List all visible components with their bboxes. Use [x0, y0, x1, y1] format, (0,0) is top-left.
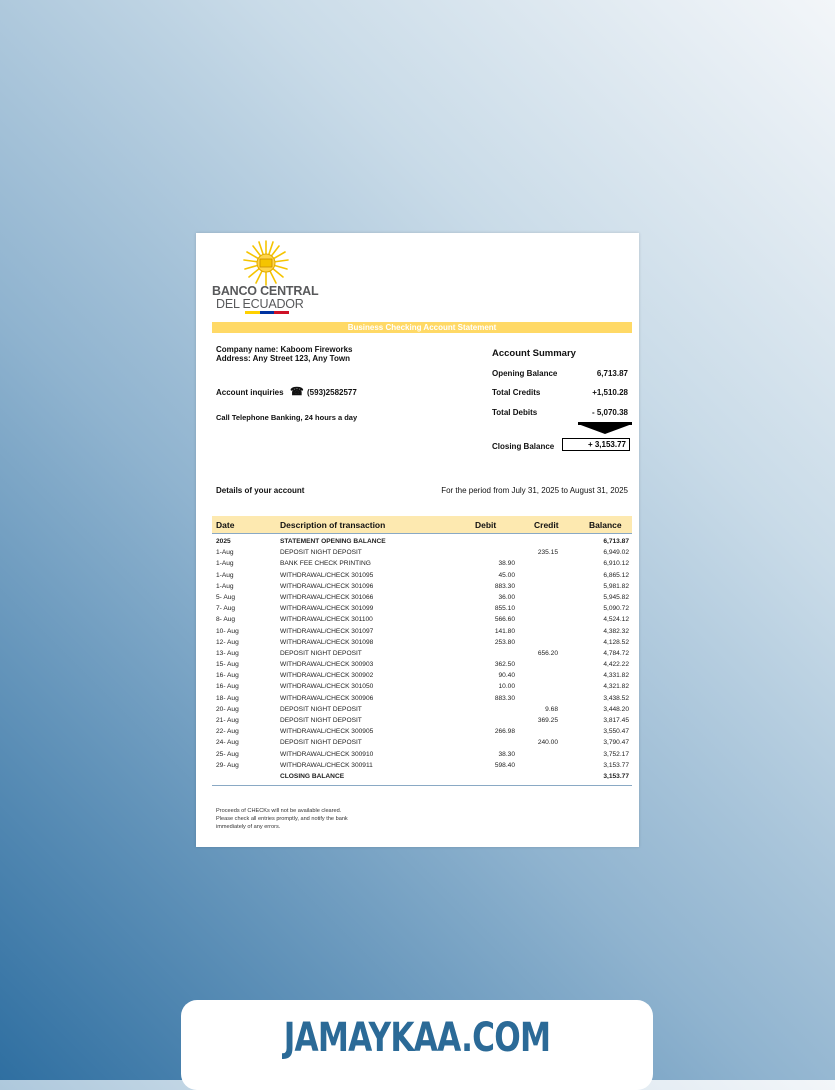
table-row [212, 537, 632, 548]
row-description: WITHDRAWAL/CHECK 301099 [280, 605, 374, 613]
header-balance: Balance [589, 520, 622, 530]
row-description: DEPOSIT NIGHT DEPOSIT [280, 705, 362, 713]
table-row [212, 649, 632, 660]
table-row [212, 571, 632, 582]
flag-stripe [245, 311, 289, 314]
total-debits-value: - 5,070.38 [591, 408, 628, 417]
statement-period: For the period from July 31, 2025 to August 31, 2025 [441, 486, 628, 495]
row-date: 15- Aug [216, 661, 239, 669]
table-row [212, 559, 632, 570]
row-date: 10- Aug [216, 627, 239, 635]
row-debit: 253.80 [494, 638, 515, 646]
row-description: WITHDRAWAL/CHECK 301066 [280, 593, 374, 601]
row-date: 12- Aug [216, 638, 239, 646]
row-balance: 3,790.47 [603, 739, 629, 747]
row-description: WITHDRAWAL/CHECK 301095 [280, 571, 374, 579]
table-bottom-rule [212, 785, 632, 786]
company-name: Company name: Kaboom Fireworks [216, 345, 353, 354]
row-balance: 3,448.20 [603, 705, 629, 713]
row-credit: 235.15 [537, 549, 558, 557]
table-row [212, 671, 632, 682]
row-description: WITHDRAWAL/CHECK 301100 [280, 616, 373, 624]
table-row [212, 604, 632, 615]
inquiries-label: Account inquiries [216, 388, 284, 397]
row-date: 21- Aug [216, 717, 239, 724]
transactions-table-header [212, 516, 632, 534]
row-balance: 5,945.82 [603, 593, 629, 601]
row-credit: 369.25 [537, 717, 558, 724]
closing-balance-label: Closing Balance [492, 442, 555, 451]
row-debit: 266.98 [494, 728, 515, 736]
row-debit: 36.00 [498, 593, 515, 601]
table-row [212, 716, 632, 727]
table-row [212, 627, 632, 638]
telephone-icon: ☎ [290, 386, 304, 398]
row-description: DEPOSIT NIGHT DEPOSIT [280, 549, 362, 557]
row-debit: 38.90 [498, 560, 515, 568]
row-date: 18- Aug [216, 694, 239, 702]
footer-note: Proceeds of CHECKs will not be available cleared. Please check all entries promptly, and notify the bank immediately of any errors. [216, 808, 348, 830]
row-description: STATEMENT OPENING BALANCE [280, 538, 386, 545]
closing-balance-value: + 3,153.77 [562, 438, 630, 451]
row-description: WITHDRAWAL/CHECK 300902 [280, 672, 374, 680]
row-date: 1-Aug [216, 549, 234, 557]
table-row [212, 660, 632, 671]
row-date: 8- Aug [216, 616, 236, 624]
table-row [212, 638, 632, 649]
row-date: 1-Aug [216, 560, 234, 568]
watermark-text: JAMAYKAA.COM [283, 1015, 551, 1061]
table-row [212, 548, 632, 559]
row-debit: 566.60 [494, 616, 515, 624]
company-address: Address: Any Street 123, Any Town [216, 354, 350, 363]
table-row [212, 750, 632, 761]
row-balance: 4,524.12 [603, 616, 629, 624]
row-balance: 4,128.52 [603, 638, 629, 646]
row-date: 13- Aug [216, 649, 239, 657]
row-balance: 3,153.77 [603, 761, 629, 769]
bank-statement-document [196, 233, 639, 847]
row-balance: 4,422.22 [603, 661, 629, 669]
row-debit: 883.30 [494, 694, 515, 702]
row-balance: 3,817.45 [603, 717, 629, 724]
row-balance: 4,331.82 [603, 672, 629, 680]
table-row [212, 705, 632, 716]
row-debit: 38.30 [498, 750, 515, 758]
row-balance: 4,382.32 [603, 627, 629, 635]
row-description: BANK FEE CHECK PRINTING [280, 560, 371, 568]
row-date: 5- Aug [216, 593, 236, 601]
row-balance: 6,910.12 [603, 560, 629, 568]
row-description: CLOSING BALANCE [280, 772, 345, 780]
down-arrow-icon [578, 424, 632, 434]
row-balance: 3,153.77 [603, 772, 629, 780]
row-date: 7- Aug [216, 605, 236, 613]
row-balance: 6,865.12 [603, 571, 629, 579]
row-description: DEPOSIT NIGHT DEPOSIT [280, 717, 362, 724]
transactions-table-body [212, 537, 632, 783]
header-date: Date [216, 520, 235, 530]
row-balance: 6,949.02 [603, 549, 629, 557]
row-credit: 240.00 [537, 739, 558, 747]
row-balance: 5,090.72 [603, 605, 629, 613]
row-debit: 10.00 [498, 683, 515, 691]
total-debits-label: Total Debits [492, 408, 538, 417]
row-balance: 3,550.47 [603, 728, 629, 736]
statement-title-banner: Business Checking Account Statement [212, 322, 632, 333]
row-date: 25- Aug [216, 750, 239, 758]
row-credit: 656.20 [537, 649, 558, 657]
header-credit: Credit [534, 520, 559, 530]
row-balance: 4,321.82 [603, 683, 629, 691]
row-debit: 883.30 [494, 582, 515, 590]
table-row [212, 582, 632, 593]
row-debit: 855.10 [494, 605, 515, 613]
bank-name-line2: DEL ECUADOR [216, 297, 304, 311]
row-description: WITHDRAWAL/CHECK 301097 [280, 627, 374, 635]
table-row [212, 694, 632, 705]
table-row [212, 727, 632, 738]
table-row [212, 682, 632, 693]
total-credits-value: +1,510.28 [592, 388, 628, 397]
row-description: WITHDRAWAL/CHECK 300905 [280, 728, 374, 736]
row-balance: 5,981.82 [603, 582, 629, 590]
inquiries-phone: (593)2582577 [307, 388, 357, 397]
row-date: 16- Aug [216, 672, 239, 680]
summary-title: Account Summary [492, 348, 576, 359]
row-balance: 3,438.52 [603, 694, 629, 702]
row-date: 22- Aug [216, 728, 239, 736]
bank-name-line1: BANCO CENTRAL [212, 284, 319, 298]
watermark-banner [181, 1000, 653, 1090]
table-row [212, 761, 632, 772]
table-row [212, 772, 632, 783]
header-description: Description of transaction [280, 520, 386, 530]
row-debit: 45.00 [498, 571, 515, 579]
row-debit: 141.80 [494, 627, 515, 635]
row-description: WITHDRAWAL/CHECK 301050 [280, 683, 374, 691]
row-date: 1-Aug [216, 571, 234, 579]
row-description: WITHDRAWAL/CHECK 300910 [280, 750, 374, 758]
row-balance: 4,784.72 [603, 649, 629, 657]
row-date: 2025 [216, 538, 231, 545]
row-date: 24- Aug [216, 739, 239, 747]
table-row [212, 615, 632, 626]
row-date: 16- Aug [216, 683, 239, 691]
row-debit: 90.40 [498, 672, 515, 680]
row-description: DEPOSIT NIGHT DEPOSIT [280, 649, 362, 657]
details-label: Details of your account [216, 486, 305, 495]
row-debit: 362.50 [494, 661, 515, 669]
opening-balance-value: 6,713.87 [596, 369, 628, 378]
inquiries-note: Call Telephone Banking, 24 hours a day [216, 413, 358, 422]
row-description: WITHDRAWAL/CHECK 300911 [280, 761, 373, 769]
table-row [212, 738, 632, 749]
row-balance: 6,713.87 [603, 538, 629, 545]
row-description: WITHDRAWAL/CHECK 301096 [280, 582, 374, 590]
row-date: 29- Aug [216, 761, 239, 769]
sun-logo-icon [242, 239, 290, 287]
row-description: DEPOSIT NIGHT DEPOSIT [280, 739, 362, 747]
row-date: 20- Aug [216, 705, 239, 713]
opening-balance-label: Opening Balance [492, 369, 558, 378]
row-credit: 9.68 [545, 705, 558, 713]
row-description: WITHDRAWAL/CHECK 300903 [280, 661, 374, 669]
row-balance: 3,752.17 [603, 750, 629, 758]
header-debit: Debit [475, 520, 497, 530]
row-description: WITHDRAWAL/CHECK 300906 [280, 694, 374, 702]
row-description: WITHDRAWAL/CHECK 301098 [280, 638, 374, 646]
row-debit: 598.40 [494, 761, 515, 769]
total-credits-label: Total Credits [492, 388, 541, 397]
row-date: 1-Aug [216, 582, 234, 590]
table-row [212, 593, 632, 604]
